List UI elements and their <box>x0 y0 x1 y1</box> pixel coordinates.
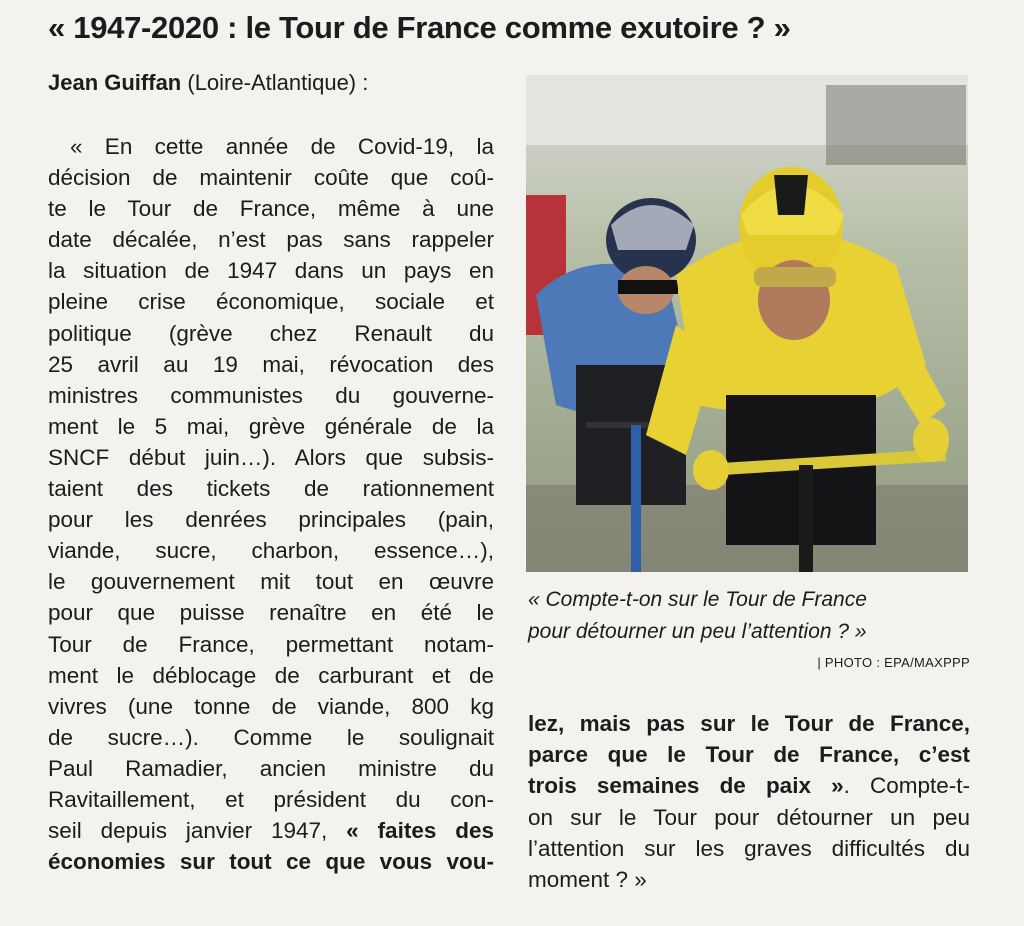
line-text: date décalée, n’est pas sans rappeler <box>48 227 494 253</box>
cyclists-illustration <box>526 75 968 572</box>
author-line <box>48 70 368 96</box>
line-text: viande, sucre, charbon, essence…), <box>48 538 494 564</box>
text-line <box>48 504 494 535</box>
quote-bold-text: trois semaines de paix » <box>528 773 844 799</box>
text-line <box>48 846 494 877</box>
line-text: politique (grève chez Renault du <box>48 320 494 346</box>
line-text: « En cette année de Covid-19, la <box>70 134 494 159</box>
line-text: pour que puisse renaître en été le <box>48 600 494 626</box>
letter-body-right-column <box>528 708 970 895</box>
line-text: 25 avril au 19 mai, révocation des <box>48 351 494 377</box>
line-text: seil depuis janvier 1947, <box>48 818 347 844</box>
text-line <box>48 473 494 504</box>
letter-body-left-column <box>48 131 494 877</box>
line-text: le gouvernement mit tout en œuvre <box>48 569 494 595</box>
line-text: ment le déblocage de carburant et de <box>48 662 494 688</box>
line-text: on sur le Tour pour détourner un peu <box>528 804 970 830</box>
line-text: Paul Ramadier, ancien ministre du <box>48 755 494 781</box>
quote-bold-text: lez, mais pas sur le Tour de France, <box>528 711 970 736</box>
text-line <box>48 597 494 628</box>
text-line <box>528 864 970 895</box>
line-text: décision de maintenir coûte que coû- <box>48 165 494 191</box>
line-text: moment ? » <box>528 866 647 892</box>
line-text: Ravitaillement, et président du con- <box>48 786 494 812</box>
line-text: taient des tickets de rationnement <box>48 476 494 502</box>
caption-line-1: « Compte-t-on sur le Tour de France <box>528 588 867 611</box>
text-line <box>48 349 494 380</box>
quote-bold-text: économies sur tout ce que vous vou- <box>48 849 494 875</box>
text-line <box>48 566 494 597</box>
text-line <box>48 286 494 317</box>
text-line <box>48 411 494 442</box>
text-line <box>48 131 494 162</box>
text-line <box>528 739 970 770</box>
line-text: de sucre…). Comme le soulignait <box>48 724 494 750</box>
text-line <box>48 629 494 660</box>
caption-line-2: pour détourner un peu l’attention ? » <box>528 620 867 643</box>
line-text: SNCF début juin…). Alors que subsis- <box>48 444 494 470</box>
author-name: Jean Guiffan <box>48 70 182 95</box>
quote-bold-text: « faites des <box>346 818 494 844</box>
text-line <box>48 815 494 846</box>
text-line <box>48 691 494 722</box>
cycling-photo <box>526 75 968 572</box>
text-line <box>48 224 494 255</box>
text-line <box>48 442 494 473</box>
line-text: vivres (une tonne de viande, 800 kg <box>48 693 494 719</box>
quote-bold-text: parce que le Tour de France, c’est <box>528 742 970 768</box>
line-text: Tour de France, permettant notam- <box>48 631 494 657</box>
author-region: (Loire-Atlantique) : <box>187 70 369 95</box>
text-line <box>48 535 494 566</box>
text-line <box>48 318 494 349</box>
text-line <box>528 770 970 801</box>
text-line <box>48 784 494 815</box>
text-line <box>48 753 494 784</box>
photo-credit: | PHOTO : EPA/MAXPPP <box>817 655 970 670</box>
text-line <box>48 660 494 691</box>
text-line <box>48 255 494 286</box>
text-line <box>528 833 970 864</box>
line-text: . Compte-t- <box>843 773 971 799</box>
photo-caption <box>528 584 968 648</box>
line-text: ministres communistes du gouverne- <box>48 382 494 408</box>
text-line <box>48 162 494 193</box>
line-text: pour les denrées principales (pain, <box>48 507 494 533</box>
headline: « 1947-2020 : le Tour de France comme exutoire ? » <box>48 10 791 45</box>
text-line <box>48 722 494 753</box>
line-text: te le Tour de France, même à une <box>48 196 494 222</box>
text-line <box>528 708 970 739</box>
text-line <box>48 193 494 224</box>
line-text: pleine crise économique, sociale et <box>48 289 494 315</box>
line-text: ment le 5 mai, grève générale de la <box>48 413 494 439</box>
text-line <box>528 802 970 833</box>
line-text: l’attention sur les graves difficultés du <box>528 835 970 861</box>
text-line <box>48 380 494 411</box>
line-text: la situation de 1947 dans un pays en <box>48 258 494 284</box>
